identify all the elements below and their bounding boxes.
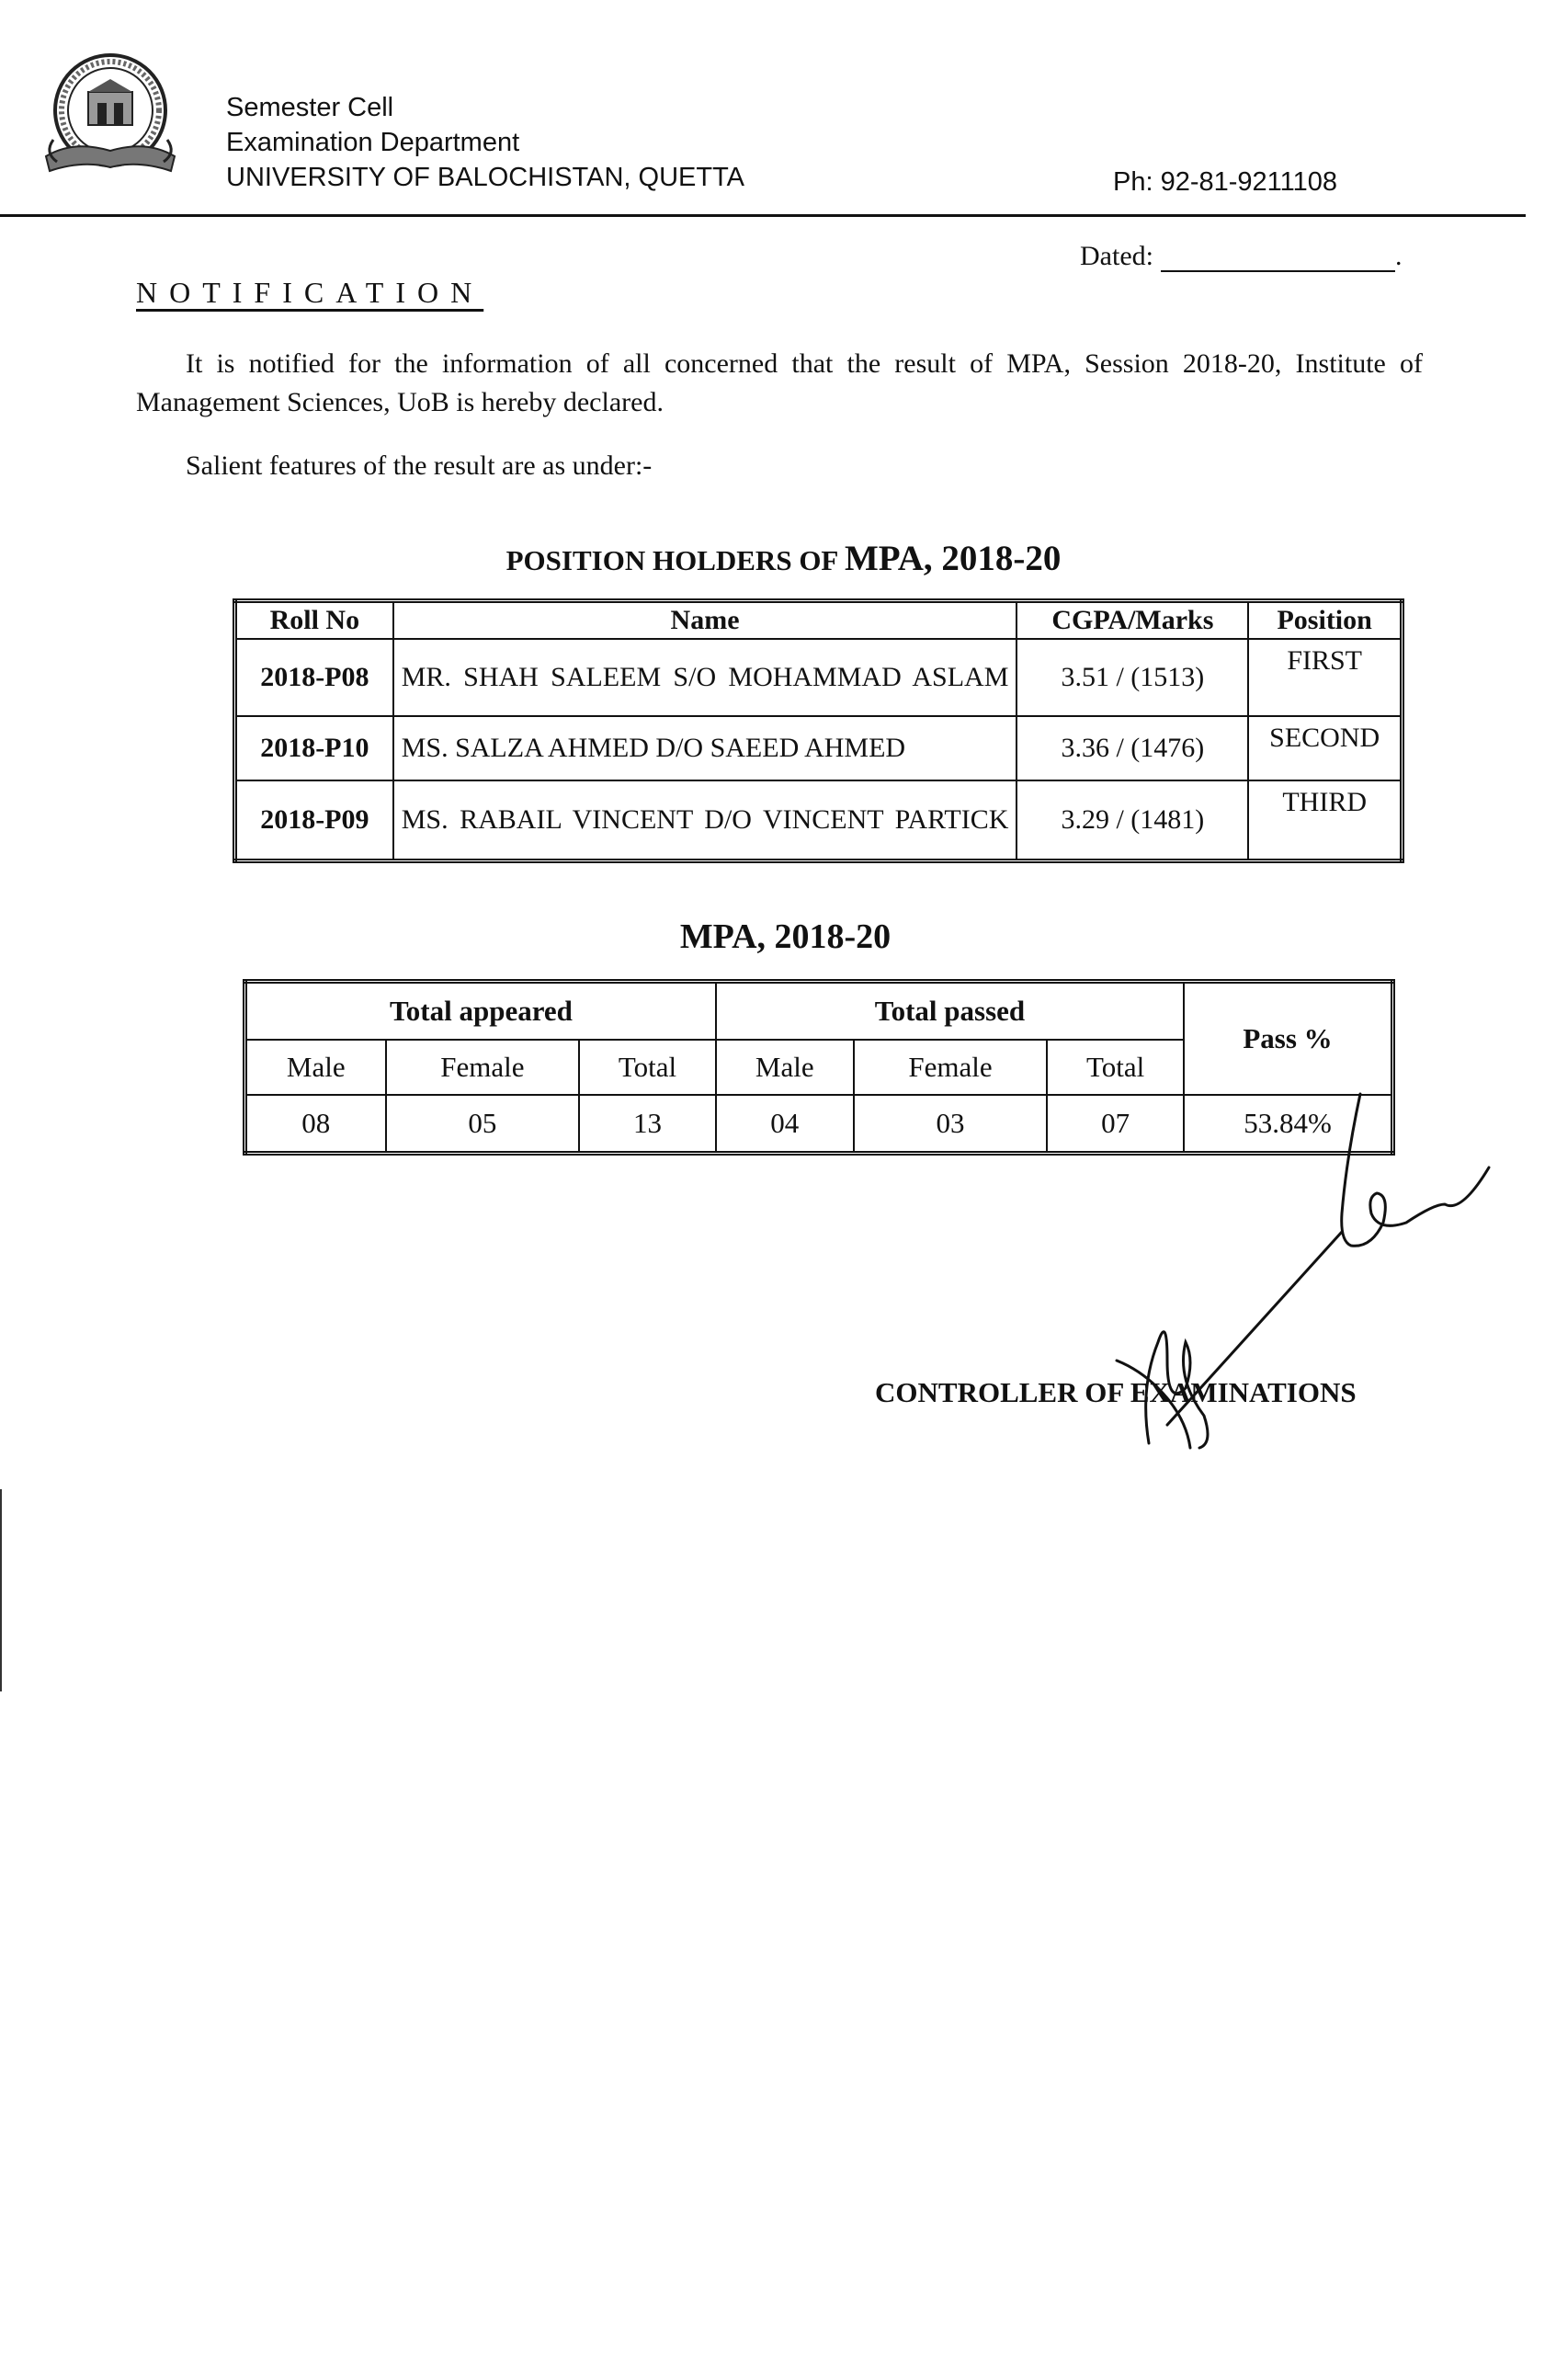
student-name: MS. RABAIL VINCENT D/O VINCENT PARTICK <box>393 780 1017 861</box>
cgpa-marks: 3.36 / (1476) <box>1017 716 1248 780</box>
student-name: MR. SHAH SALEEM S/O MOHAMMAD ASLAM <box>393 639 1017 716</box>
notification-paragraph <box>136 345 1423 422</box>
header-semester-cell: Semester Cell <box>226 93 394 122</box>
position-holders-title <box>0 538 1556 579</box>
salient-features-line: Salient features of the result are as under:- <box>186 450 653 481</box>
appeared-female-header: Female <box>386 1040 580 1095</box>
col-roll-no: Roll No <box>235 601 393 640</box>
passed-male-header: Male <box>716 1040 854 1095</box>
table-header-row <box>235 601 1403 640</box>
dated-trailing: . <box>1394 241 1403 271</box>
header-exam-dept: Examination Department <box>226 128 520 157</box>
passed-total-value: 07 <box>1047 1095 1184 1154</box>
roll-no: 2018-P09 <box>235 780 393 861</box>
student-name: MS. SALZA AHMED D/O SAEED AHMED <box>393 716 1017 780</box>
col-position: Position <box>1248 601 1402 640</box>
passed-total-header: Total <box>1047 1040 1184 1095</box>
header-block <box>226 90 744 195</box>
paragraph-text: It is notified for the information of all concerned that the result of MPA, Session 2018-20, Institute of Management Sciences, UoB is hereby declared. <box>136 348 1423 417</box>
cgpa-marks: 3.29 / (1481) <box>1017 780 1248 861</box>
passed-female-value: 03 <box>854 1095 1048 1154</box>
dated-blank-line <box>1161 250 1395 272</box>
dated-label: Dated: <box>1080 241 1153 271</box>
result-summary-table <box>243 979 1395 1156</box>
controller-of-examinations: CONTROLLER OF EXAMINATIONS <box>875 1376 1357 1408</box>
header-rule <box>0 214 1526 217</box>
header-university: UNIVERSITY OF BALOCHISTAN, QUETTA <box>226 163 744 192</box>
position-title-suffix: MPA, 2018-20 <box>844 539 1062 578</box>
appeared-male-value: 08 <box>245 1095 386 1154</box>
position-rank: THIRD <box>1248 780 1402 861</box>
total-appeared-header: Total appeared <box>245 982 716 1041</box>
table-row <box>235 716 1403 780</box>
appeared-total-header: Total <box>579 1040 716 1095</box>
roll-no: 2018-P10 <box>235 716 393 780</box>
notification-title: NOTIFICATION <box>136 276 484 309</box>
passed-male-value: 04 <box>716 1095 854 1154</box>
position-rank: SECOND <box>1248 716 1402 780</box>
table-row <box>235 780 1403 861</box>
passed-female-header: Female <box>854 1040 1048 1095</box>
roll-no: 2018-P08 <box>235 639 393 716</box>
result-title: MPA, 2018-20 <box>679 917 892 956</box>
scan-edge-mark <box>0 1489 2 1691</box>
appeared-male-header: Male <box>245 1040 386 1095</box>
col-name: Name <box>393 601 1017 640</box>
total-passed-header: Total passed <box>716 982 1184 1041</box>
position-title-prefix: POSITION HOLDERS OF <box>505 544 838 576</box>
table-row <box>235 639 1403 716</box>
appeared-total-value: 13 <box>579 1095 716 1154</box>
dated-field <box>1080 241 1402 272</box>
pass-percent-value: 53.84% <box>1184 1095 1392 1154</box>
value-row <box>245 1095 1393 1154</box>
position-holders-table <box>233 598 1404 863</box>
group-header-row <box>245 982 1393 1041</box>
appeared-female-value: 05 <box>386 1095 580 1154</box>
col-cgpa: CGPA/Marks <box>1017 601 1248 640</box>
position-rank: FIRST <box>1248 639 1402 716</box>
cgpa-marks: 3.51 / (1513) <box>1017 639 1248 716</box>
header-phone: Ph: 92-81-9211108 <box>1112 167 1337 197</box>
university-seal-icon <box>37 48 184 195</box>
pass-percent-header: Pass % <box>1184 982 1392 1096</box>
